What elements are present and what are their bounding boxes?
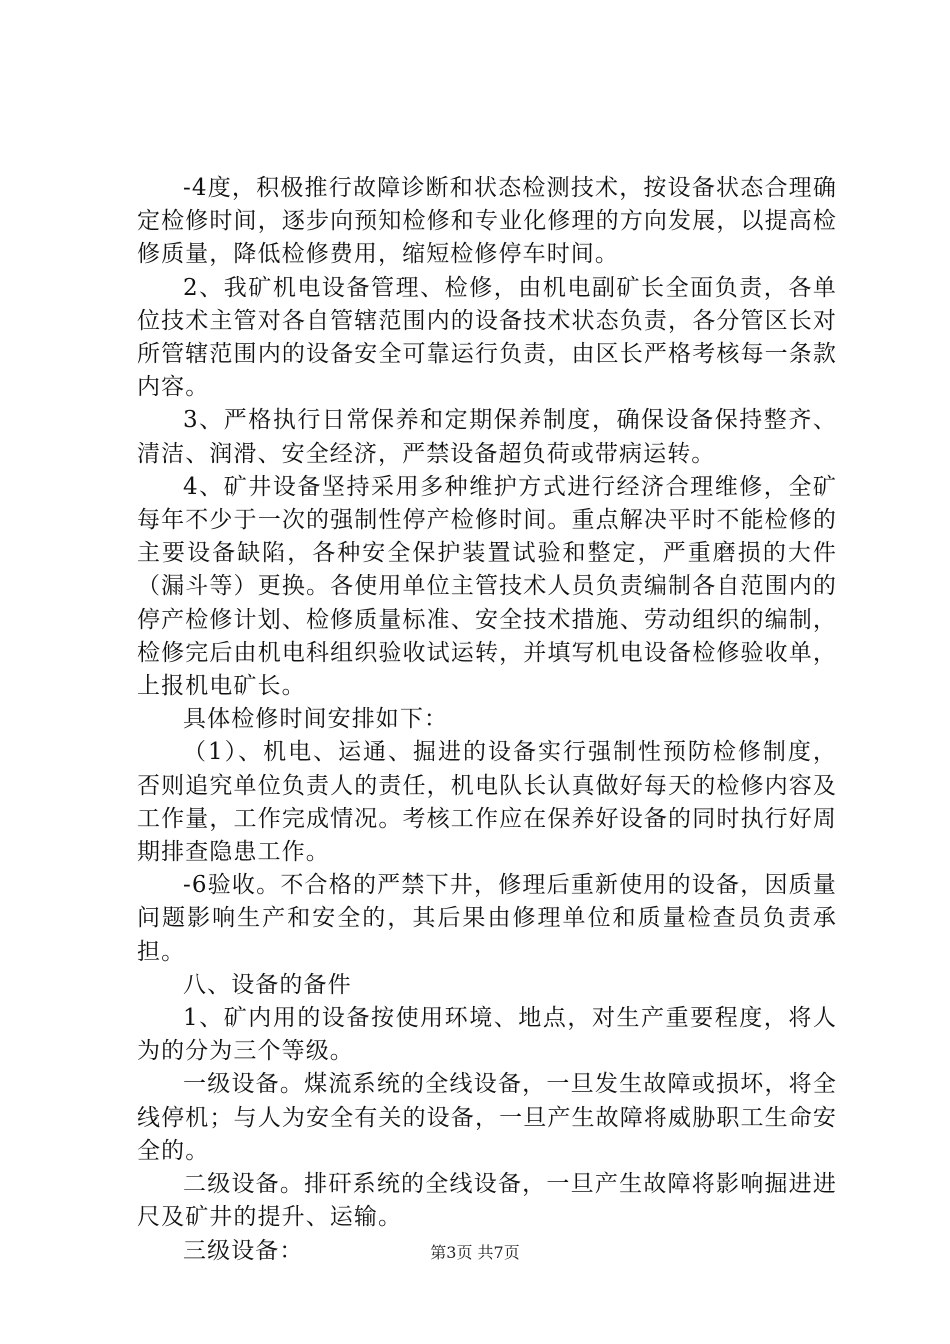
- paragraph-7: -6验收。不合格的严禁下井，修理后重新使用的设备，因质量问题影响生产和安全的，其后果由修理单位和质量检查员负责承担。: [137, 872, 837, 965]
- paragraph-11: 二级设备。排矸系统的全线设备，一旦产生故障将影响掘进进尺及矿井的提升、运输。: [137, 1171, 837, 1231]
- page-number-footer: 第3页 共7页: [430, 1243, 520, 1262]
- paragraph-5: 具体检修时间安排如下：: [183, 706, 449, 733]
- paragraph-6: （1）、机电、运通、掘进的设备实行强制性预防检修制度，否则追究单位负责人的责任，机电队长认真做好每天的检修内容及工作量，工作完成情况。考核工作应在保养好设备的同时执行好周期排查隐患工作。: [137, 739, 837, 866]
- paragraph-10: 一级设备。煤流系统的全线设备，一旦发生故障或损坏，将全线停机；与人为安全有关的设备，一旦产生故障将威胁职工生命安全的。: [137, 1071, 837, 1164]
- paragraph-9: 1、矿内用的设备按使用环境、地点，对生产重要程度，将人为的分为三个等级。: [137, 1005, 837, 1065]
- paragraph-4: 4、矿井设备坚持采用多种维护方式进行经济合理维修，全矿每年不少于一次的强制性停产检修时间。重点解决平时不能检修的主要设备缺陷，各种安全保护装置试验和整定，严重磨损的大件（漏斗等）更换。各使用单位主管技术人员负责编制各自范围内的停产检修计划、检修质量标准、安全技术措施、劳动组织的编制，检修完后由机电科组织验收试运转，并填写机电设备检修验收单，上报机电矿长。: [137, 473, 837, 700]
- paragraph-1: -4度，积极推行故障诊断和状态检测技术，按设备状态合理确定检修时间，逐步向预知检修和专业化修理的方向发展，以提高检修质量，降低检修费用，缩短检修停车时间。: [137, 175, 837, 268]
- section-heading: 八、设备的备件: [183, 971, 352, 998]
- paragraph-12: 三级设备：: [183, 1237, 304, 1264]
- paragraph-2: 2、我矿机电设备管理、检修，由机电副矿长全面负责，各单位技术主管对各自管辖范围内的设备技术状态负责，各分管区长对所管辖范围内的设备安全可靠运行负责，由区长严格考核每一条款内容。: [137, 274, 837, 401]
- document-body: [137, 172, 837, 1268]
- paragraph-3: 3、严格执行日常保养和定期保养制度，确保设备保持整齐、清洁、润滑、安全经济，严禁设备超负荷或带病运转。: [137, 407, 837, 467]
